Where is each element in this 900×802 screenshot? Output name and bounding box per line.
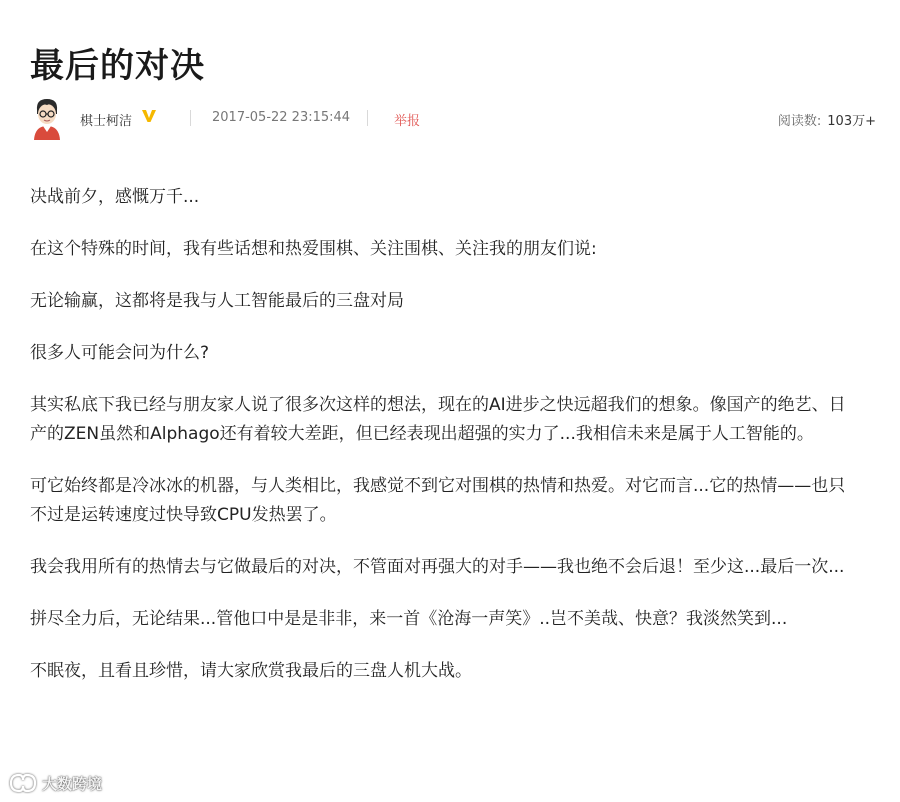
logo-icon xyxy=(8,772,38,794)
paragraph: 在这个特殊的时间，我有些话想和热爱围棋、关注围棋、关注我的朋友们说: xyxy=(30,239,597,259)
article-body xyxy=(30,183,860,709)
meta-divider xyxy=(190,110,191,126)
paragraph: 其实私底下我已经与朋友家人说了很多次这样的想法，现在的AI进步之快远超我们的想象。像国产的绝艺、日产的ZEN虽然和Alphago还有着较大差距，但已经表现出超强的实力了...我相信未来是属于人工智能的。 xyxy=(30,395,846,444)
watermark xyxy=(8,770,102,796)
paragraph: 无论输赢，这都将是我与人工智能最后的三盘对局 xyxy=(30,291,404,311)
avatar-icon xyxy=(30,96,64,140)
watermark-text: 大数跨境 xyxy=(42,774,103,793)
paragraph: 拼尽全力后，无论结果...管他口中是是非非，来一首《沧海一声笑》..岂不美哉、快意？我淡然笑到... xyxy=(30,609,788,629)
verified-icon xyxy=(140,107,158,125)
meta-divider xyxy=(367,110,368,126)
article-meta xyxy=(30,96,876,140)
read-count-label: 阅读数: xyxy=(777,114,822,129)
report-link[interactable]: 举报 xyxy=(394,114,421,129)
paragraph: 很多人可能会问为什么? xyxy=(30,343,210,363)
author-name[interactable]: 棋士柯洁 xyxy=(80,114,133,129)
author-avatar[interactable] xyxy=(30,96,64,140)
article-title: 最后的对决 xyxy=(30,46,205,86)
paragraph: 决战前夕，感慨万千... xyxy=(30,187,200,207)
paragraph: 我会我用所有的热情去与它做最后的对决，不管面对再强大的对手——我也绝不会后退！至少这...最后一次... xyxy=(30,557,845,577)
paragraph: 不眠夜，且看且珍惜，请大家欣赏我最后的三盘人机大战。 xyxy=(30,661,472,681)
read-count-value: 103万+ xyxy=(827,114,876,129)
publish-datetime: 2017-05-22 23:15:44 xyxy=(212,110,351,125)
read-count xyxy=(778,110,876,129)
paragraph: 可它始终都是冷冰冰的机器，与人类相比，我感觉不到它对围棋的热情和热爱。对它而言...它的热情——也只不过是运转速度过快导致CPU发热罢了。 xyxy=(30,476,846,525)
